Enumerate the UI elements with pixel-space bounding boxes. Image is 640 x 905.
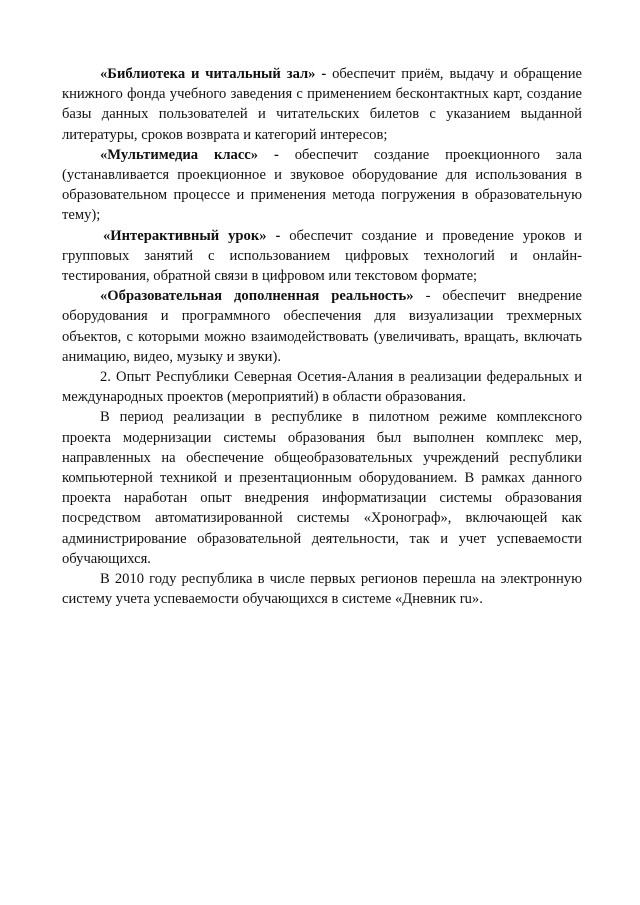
- paragraph-augmented-reality-text: - обеспечит внедрение оборудования и программного обеспечения для визуализации трехмерных объектов, с которыми можно взаимодействовать (увеличивать, вращать, включать анимацию, видео, музыку и звуки).: [62, 288, 582, 365]
- paragraph-augmented-reality: [62, 286, 582, 367]
- term-augmented-reality: «Образовательная дополненная реальность»: [100, 288, 414, 305]
- pilot-project-text: В период реализации в республике в пилотном режиме комплексного проекта модернизации системы образования был выполнен комплекс мер, направленных на обеспечение общеобразовательных учреждений республики компьютерной техникой и презентационным оборудованием. В рамках данного проекта наработан опыт внедрения информатизации системы образования посредством автоматизированной системы «Хронограф», включающей как администрирование образовательной деятельности, так и учет успеваемости обучающихся.: [62, 409, 582, 567]
- document-page: [62, 64, 582, 609]
- term-multimedia: «Мультимедиа класс» -: [100, 146, 279, 163]
- diary-2010-text: В 2010 году республика в числе первых регионов перешла на электронную систему учета успеваемости обучающихся в системе «Дневник ru».: [62, 571, 582, 608]
- paragraph-multimedia: [62, 145, 582, 226]
- term-library: «Библиотека и читальный зал» -: [100, 66, 327, 82]
- paragraph-pilot-project: [62, 407, 582, 569]
- paragraph-library: [62, 64, 582, 145]
- paragraph-interactive-lesson: [62, 226, 582, 287]
- paragraph-section-2-heading: [62, 367, 582, 407]
- paragraph-interactive-lesson-text: обеспечит создание и проведение уроков и групповых занятий с использованием цифровых технологий и онлайн-тестирования, обратной связи в цифровом или текстовом формате;: [62, 227, 582, 285]
- section-2-text: 2. Опыт Республики Северная Осетия-Алания в реализации федеральных и международных проектов (мероприятий) в области образования.: [62, 369, 582, 406]
- paragraph-multimedia-text: обеспечит создание проекционного зала (устанавливается проекционное и звуковое оборудование для использования в образовательном процессе и применения метода погружения в образовательную тему);: [62, 146, 583, 224]
- paragraph-2010-diary: [62, 569, 582, 609]
- paragraph-library-text: обеспечит приём, выдачу и обращение книжного фонда учебного заведения с применением бесконтактных карт, создание базы данных пользователей и читательских билетов с указанием выданной литературы, сроков возврата и категорий интересов;: [62, 66, 582, 143]
- term-interactive-lesson: «Интерактивный урок» -: [103, 227, 281, 244]
